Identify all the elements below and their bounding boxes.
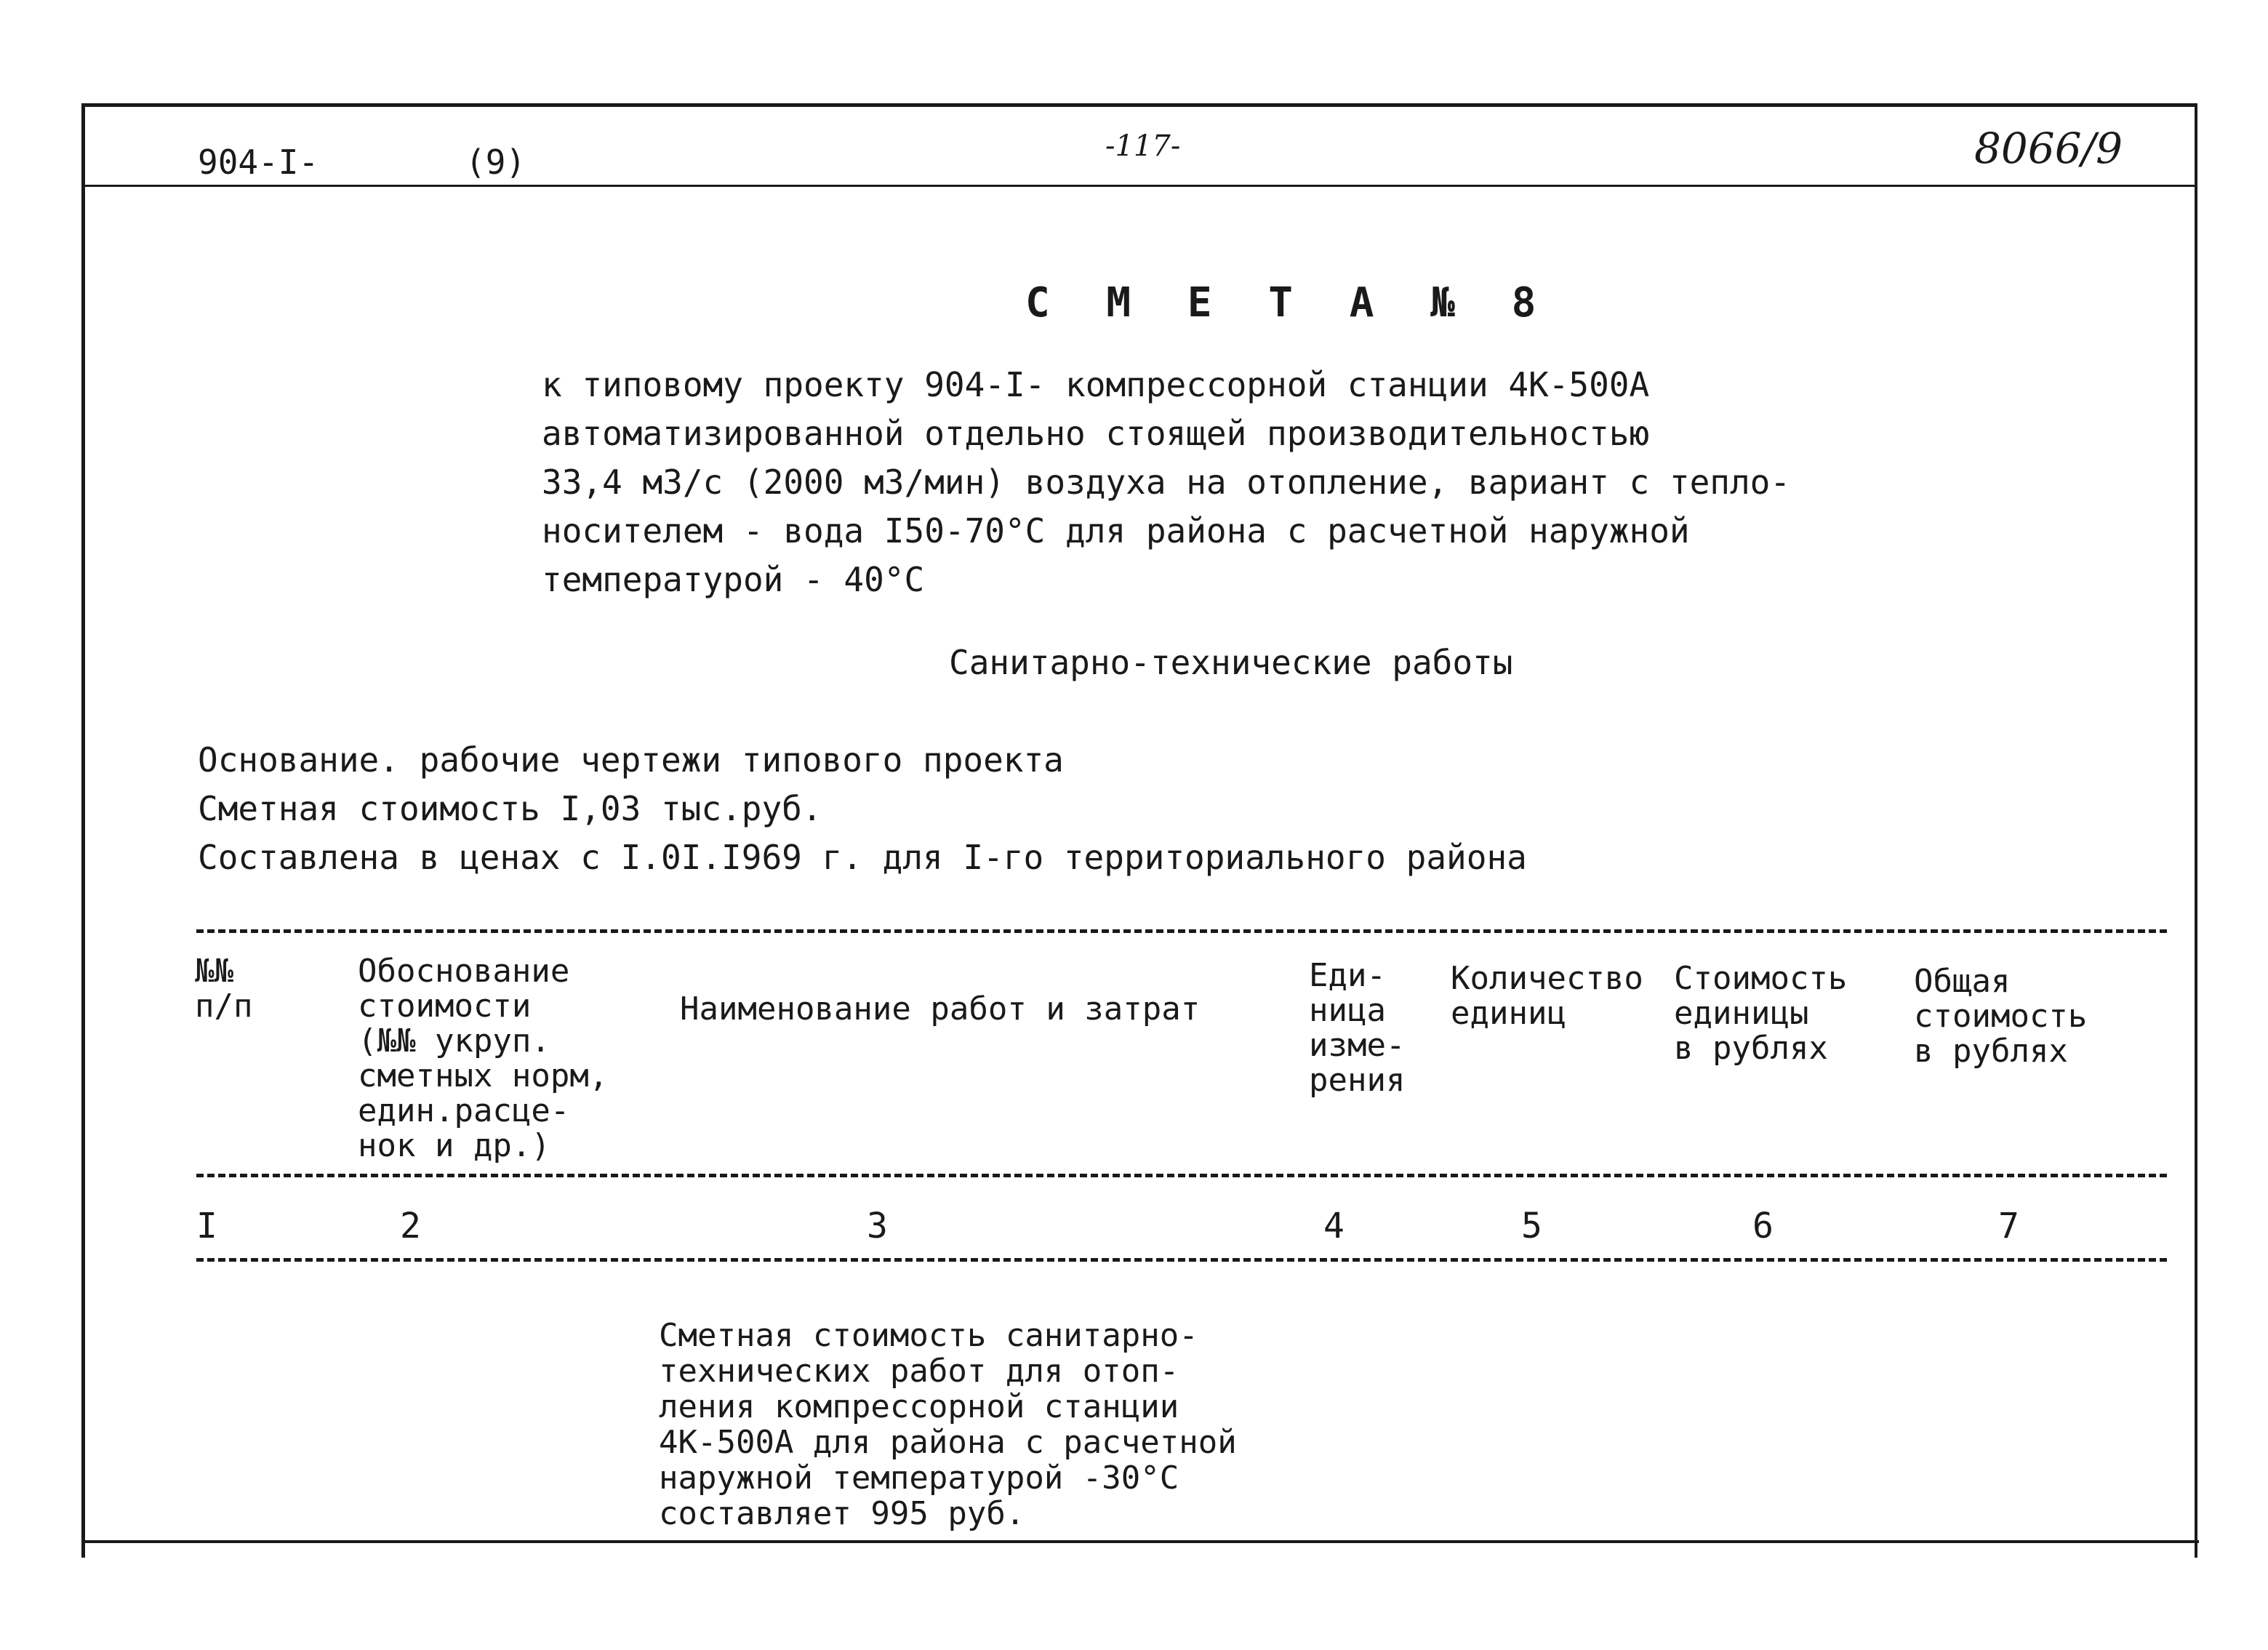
col-number-3: 3: [867, 1206, 888, 1246]
cost-note-line: наружной температурой -30°С: [659, 1459, 1179, 1497]
cost-note-line: технических работ для отоп-: [659, 1353, 1179, 1390]
subtitle-line: к типовому проекту 904-I- компрессорной станции 4К-500А: [542, 365, 1650, 404]
subtitle-line: автоматизированной отдельно стоящей производительностью: [542, 414, 1650, 453]
frame-left-border: [81, 103, 85, 1558]
document-title: С М Е Т А № 8: [1025, 279, 1552, 327]
cost-note: [659, 1318, 1237, 1531]
col-header-name: Наименование работ и затрат: [680, 990, 1201, 1028]
cost-note-line: 4К-500А для района с расчетной: [659, 1424, 1237, 1461]
frame-right-border: [2195, 103, 2197, 1558]
col-header-unit-cost: Стоимость единицы в рублях: [1674, 960, 1848, 1067]
page-number: -117-: [1105, 129, 1181, 163]
col-header-quantity: Количество единиц: [1451, 960, 1643, 1032]
info-basis: Основание. рабочие чертежи типового проекта: [198, 740, 1064, 780]
section-heading: Санитарно-технические работы: [949, 643, 1513, 682]
col-header-unit: Еди- ница изме- рения: [1309, 957, 1406, 1099]
info-prices: Составлена в ценах с I.0I.I969 г. для I-го территориального района: [198, 838, 1527, 877]
table-rule-top: [196, 929, 2167, 933]
col-number-5: 5: [1521, 1206, 1542, 1246]
doc-variant: (9): [465, 143, 526, 182]
table-rule-header: [196, 1174, 2167, 1177]
col-header-total-cost: Общая стоимость в рублях: [1914, 963, 2088, 1070]
subtitle-line: носителем - вода I50-70°С для района с расчетной наружной: [542, 511, 1690, 550]
col-header-basis: Обоснование стоимости (№№ укруп. сметных норм, един.расце- нок и др.): [358, 953, 609, 1164]
table-rule-numbers: [196, 1258, 2167, 1262]
cost-note-line: ления компрессорной станции: [659, 1388, 1179, 1425]
subtitle-line: 33,4 м3/с (2000 м3/мин) воздуха на отопление, вариант с тепло-: [542, 462, 1791, 502]
cost-note-line: составляет 995 руб.: [659, 1495, 1025, 1532]
col-number-4: 4: [1323, 1206, 1345, 1246]
header-rule: [81, 185, 2196, 187]
col-number-1: I: [196, 1206, 217, 1246]
doc-code: 904-I-: [198, 143, 319, 182]
subtitle-block: [542, 361, 1790, 604]
col-header-number: №№ п/п: [195, 953, 253, 1025]
col-number-7: 7: [1998, 1206, 2019, 1246]
cost-note-line: Сметная стоимость санитарно-: [659, 1317, 1198, 1354]
archive-number: 8066/9: [1974, 124, 2123, 173]
frame-bottom-border: [81, 1540, 2199, 1543]
subtitle-line: температурой - 40°С: [542, 560, 925, 599]
info-cost: Сметная стоимость I,03 тыс.руб.: [198, 789, 822, 828]
col-number-2: 2: [400, 1206, 421, 1246]
col-number-6: 6: [1752, 1206, 1774, 1246]
info-block: [198, 736, 1527, 882]
frame-top-border: [81, 103, 2196, 107]
